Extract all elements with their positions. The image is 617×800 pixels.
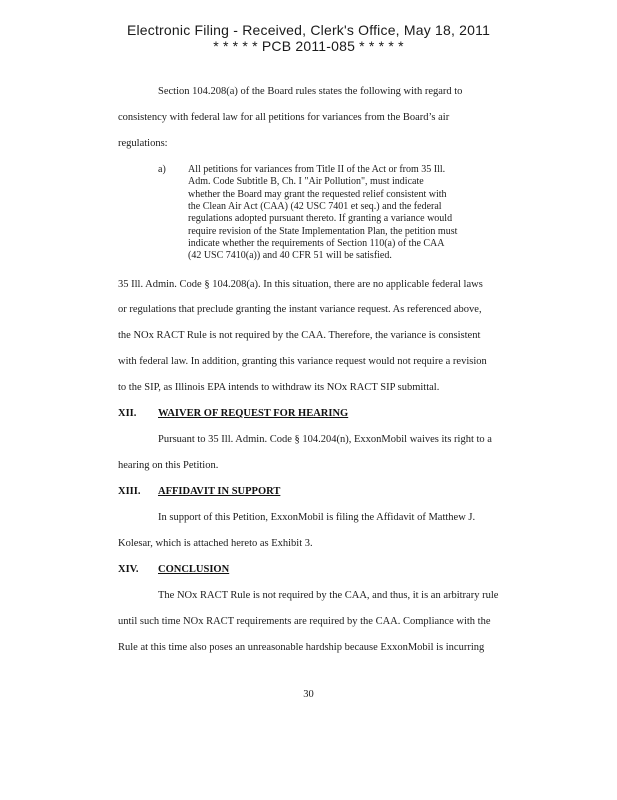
quote-line: whether the Board may grant the requested relief consistent with	[188, 188, 447, 200]
body-line: In support of this Petition, ExxonMobil is filing the Affidavit of Matthew J.	[158, 512, 476, 523]
body-line: or regulations that preclude granting the instant variance request. As referenced above,	[118, 304, 482, 315]
section-number: XIV.	[118, 564, 139, 575]
body-line: the NOx RACT Rule is not required by the CAA. Therefore, the variance is consistent	[118, 330, 481, 341]
body-line: until such time NOx RACT requirements are required by the CAA. Compliance with the	[118, 616, 491, 627]
body-line: 35 Ill. Admin. Code § 104.208(a). In this situation, there are no applicable federal laws	[118, 279, 483, 290]
quote-line: indicate whether the requirements of Section 110(a) of the CAA	[188, 237, 445, 249]
quote-line: (42 USC 7410(a)) and 40 CFR 51 will be satisfied.	[188, 250, 392, 262]
body-line: Rule at this time also poses an unreasonable hardship because ExxonMobil is incurring	[118, 642, 485, 653]
section-heading-xii	[118, 408, 348, 419]
section-number: XIII.	[118, 486, 141, 497]
section-number: XII.	[118, 408, 137, 419]
quote-line: regulations adopted pursuant thereto. If granting a variance would	[188, 213, 453, 225]
page-number: 30	[303, 689, 314, 700]
intro-line: regulations:	[118, 138, 168, 149]
filing-stamp-line-2: * * * * * PCB 2011-085 * * * * *	[213, 38, 404, 54]
section-title: CONCLUSION	[158, 564, 230, 575]
section-title: AFFIDAVIT IN SUPPORT	[158, 486, 281, 497]
body-line: hearing on this Petition.	[118, 460, 219, 471]
body-line: Kolesar, which is attached hereto as Exhibit 3.	[118, 538, 313, 549]
body-line: The NOx RACT Rule is not required by the CAA, and thus, it is an arbitrary rule	[158, 590, 499, 601]
quote-line: the Clean Air Act (CAA) (42 USC 7401 et seq.) and the federal	[188, 200, 442, 212]
quote-line: require revision of the State Implementation Plan, the petition must	[188, 225, 458, 237]
section-title: WAIVER OF REQUEST FOR HEARING	[158, 408, 349, 419]
intro-line: consistency with federal law for all petitions for variances from the Board’s air	[118, 112, 450, 123]
quote-line: All petitions for variances from Title II of the Act or from 35 Ill.	[188, 164, 446, 175]
quote-label: a)	[158, 164, 166, 175]
section-heading-xiii	[118, 486, 280, 497]
filing-stamp-line-1: Electronic Filing - Received, Clerk's Office, May 18, 2011	[126, 22, 491, 38]
body-line: to the SIP, as Illinois EPA intends to withdraw its NOx RACT SIP submittal.	[118, 382, 440, 393]
body-line: Pursuant to 35 Ill. Admin. Code § 104.204(n), ExxonMobil waives its right to a	[158, 434, 492, 445]
intro-line: Section 104.208(a) of the Board rules states the following with regard to	[158, 86, 463, 97]
section-heading-xiv	[118, 564, 229, 575]
quote-line: Adm. Code Subtitle B, Ch. I "Air Pollution", must indicate	[188, 176, 424, 188]
body-line: with federal law. In addition, granting this variance request would not require a revision	[118, 356, 487, 367]
